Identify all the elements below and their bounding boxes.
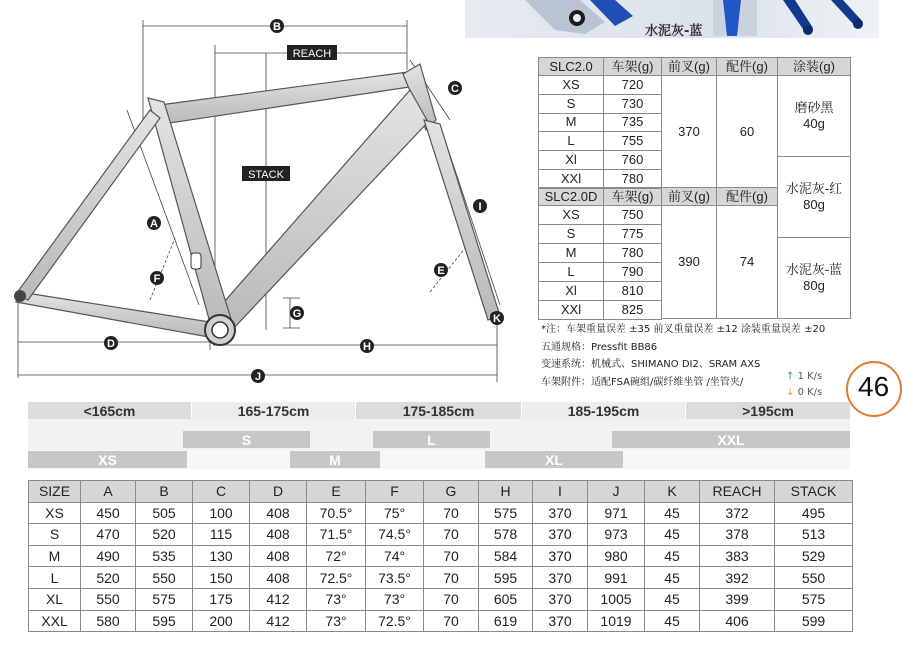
paint-option-2-name: 水泥灰-红 [785, 181, 843, 196]
geo-cell: 599 [775, 610, 853, 632]
slc20d-header-parts: 配件(g) [716, 187, 778, 206]
geo-cell: 535 [136, 545, 193, 567]
label-C: C [451, 83, 459, 95]
geo-cell: 150 [193, 567, 250, 589]
geo-cell: 72.5° [366, 610, 424, 632]
geo-cell: XL [29, 588, 81, 610]
geo-cell: 73° [366, 588, 424, 610]
geo-cell: 408 [250, 524, 307, 546]
size-bar-S: S [183, 431, 310, 448]
geo-cell: 973 [588, 524, 645, 546]
geo-cell: 406 [700, 610, 775, 632]
slc20d-size-cell: L [538, 262, 604, 282]
slc20-header-fork: 前叉(g) [661, 57, 717, 76]
geo-cell: 1005 [588, 588, 645, 610]
slc20d-size-cell: M [538, 243, 604, 263]
geo-header-reach: REACH [700, 481, 775, 503]
geo-cell: 520 [136, 524, 193, 546]
height-range-5: >195cm [742, 402, 794, 419]
page-number: 46 [858, 371, 890, 402]
geo-cell: 70.5° [307, 502, 366, 524]
geo-cell: 505 [136, 502, 193, 524]
geo-cell: 399 [700, 588, 775, 610]
geo-header-g: G [424, 481, 479, 503]
geo-cell: 584 [479, 545, 533, 567]
geo-cell: 520 [81, 567, 136, 589]
geo-cell: 72° [307, 545, 366, 567]
geo-cell: 75° [366, 502, 424, 524]
label-D: D [107, 338, 115, 350]
label-F: F [153, 273, 161, 285]
geo-header-j: J [588, 481, 645, 503]
geo-cell: 73.5° [366, 567, 424, 589]
slc20d-size-cell: Xl [538, 281, 604, 301]
geo-cell: 412 [250, 610, 307, 632]
geo-header-d: D [250, 481, 307, 503]
geo-row-m [29, 545, 853, 567]
geo-cell: 575 [479, 502, 533, 524]
geo-header-stack: STACK [775, 481, 853, 503]
height-range-3: 175-185cm [402, 402, 475, 419]
slc20d-size-cell: S [538, 224, 604, 244]
label-H: H [363, 341, 371, 353]
geo-cell: L [29, 567, 81, 589]
geo-cell: 115 [193, 524, 250, 546]
slc20-size-cell: Xl [538, 150, 604, 170]
geo-cell: 550 [81, 588, 136, 610]
geo-row-l [29, 567, 853, 589]
slc20-size-cell: S [538, 94, 604, 114]
geo-cell: 550 [775, 567, 853, 589]
slc20d-frame-weight-cell: 775 [603, 224, 662, 244]
upload-speed: ↑ 1 K/s [786, 371, 823, 382]
slc20-size-cell: L [538, 131, 604, 151]
slc20d-fork-weight: 390 [661, 205, 717, 319]
geo-cell: 450 [81, 502, 136, 524]
geo-header-i: I [533, 481, 588, 503]
note-accessories: 车架附件：适配FSA碗组/碳纤维坐管 /坐管夹/ [541, 376, 744, 388]
down-arrow-icon: ↓ [786, 387, 795, 398]
slc20d-header-model: SLC2.0D [538, 187, 604, 206]
slc20-fork-weight: 370 [661, 75, 717, 188]
geo-cell: 45 [645, 610, 700, 632]
geo-cell: 370 [533, 610, 588, 632]
geo-cell: 595 [479, 567, 533, 589]
geo-header-h: H [479, 481, 533, 503]
size-bar-M: M [290, 451, 380, 468]
slc20-size-cell: XS [538, 75, 604, 95]
geo-header-b: B [136, 481, 193, 503]
size-bar-L: L [373, 431, 490, 448]
label-E: E [437, 265, 445, 277]
slc20-header-model: SLC2.0 [538, 57, 604, 76]
note-drivetrain: 变速系统：机械式、SHIMANO DI2、SRAM AXS [541, 359, 761, 370]
paint-option-3 [777, 237, 851, 319]
geo-header-a: A [81, 481, 136, 503]
geo-cell: 578 [479, 524, 533, 546]
page-number-badge [846, 361, 902, 417]
slc20d-header-fork: 前叉(g) [661, 187, 717, 206]
geo-row-xxl [29, 610, 853, 632]
geo-cell: 408 [250, 502, 307, 524]
slc20-size-cell: M [538, 113, 604, 133]
geo-cell: 372 [700, 502, 775, 524]
geo-cell: 408 [250, 567, 307, 589]
geo-cell: M [29, 545, 81, 567]
height-range-2: 165-175cm [237, 402, 310, 419]
geo-cell: 370 [533, 588, 588, 610]
slc20d-header-frame: 车架(g) [603, 187, 662, 206]
geo-cell: 370 [533, 502, 588, 524]
geo-cell: 45 [645, 545, 700, 567]
geo-cell: 580 [81, 610, 136, 632]
geo-cell: 383 [700, 545, 775, 567]
geo-cell: 45 [645, 567, 700, 589]
label-B: B [273, 21, 281, 33]
slc20-size-cell: XXl [538, 169, 604, 189]
paint-option-1-weight: 40g [803, 116, 825, 131]
geo-cell: 392 [700, 567, 775, 589]
geo-cell: 971 [588, 502, 645, 524]
note-tolerance: *注：车架重量误差 ±35 前叉重量误差 ±12 涂装重量误差 ±20 [541, 324, 826, 335]
geo-row-xs [29, 502, 853, 524]
geo-cell: 74.5° [366, 524, 424, 546]
geo-cell: 45 [645, 502, 700, 524]
geo-cell: 490 [81, 545, 136, 567]
geo-cell: S [29, 524, 81, 546]
label-reach: REACH [292, 48, 332, 60]
geo-cell: 200 [193, 610, 250, 632]
bike-frame [16, 64, 500, 338]
slc20-frame-weight-cell: 760 [603, 150, 662, 170]
slc20-frame-weight-cell: 735 [603, 113, 662, 133]
size-bar-XS: XS [28, 451, 187, 468]
geo-header-size: SIZE [29, 481, 81, 503]
geo-header-e: E [307, 481, 366, 503]
geo-header-c: C [193, 481, 250, 503]
slc20-frame-weight-cell: 720 [603, 75, 662, 95]
geo-cell: 495 [775, 502, 853, 524]
slc20-header-parts: 配件(g) [716, 57, 778, 76]
geo-cell: 70 [424, 502, 479, 524]
label-J: J [254, 371, 262, 383]
geo-cell: 73° [307, 588, 366, 610]
geo-cell: 175 [193, 588, 250, 610]
geo-cell: 412 [250, 588, 307, 610]
geo-cell: 70 [424, 545, 479, 567]
geo-cell: 70 [424, 588, 479, 610]
geo-cell: XS [29, 502, 81, 524]
paint-option-3-weight: 80g [803, 278, 825, 293]
slc20d-frame-weight-cell: 810 [603, 281, 662, 301]
geo-cell: 980 [588, 545, 645, 567]
network-speed-widget[interactable] [786, 369, 822, 401]
geo-cell: 70 [424, 524, 479, 546]
slc20d-frame-weight-cell: 750 [603, 205, 662, 225]
geo-cell: 513 [775, 524, 853, 546]
frame-geometry-diagram [0, 0, 540, 400]
paint-option-3-name: 水泥灰-蓝 [785, 262, 843, 277]
paint-option-2 [777, 156, 851, 238]
paint-option-1-name: 磨砂黑 [794, 100, 834, 115]
geo-cell: 595 [136, 610, 193, 632]
geo-cell: 470 [81, 524, 136, 546]
spec-notes [541, 321, 825, 391]
geo-row-s [29, 524, 853, 546]
height-range-1: <165cm [83, 402, 136, 419]
geo-row-xl [29, 588, 853, 610]
slc20-header-frame: 车架(g) [603, 57, 662, 76]
download-speed: ↓ 0 K/s [786, 387, 823, 398]
height-range-4: 185-195cm [567, 402, 640, 419]
size-bar-XXL: XXL [612, 431, 850, 448]
geo-header-f: F [366, 481, 424, 503]
geo-cell: 991 [588, 567, 645, 589]
geo-cell: 71.5° [307, 524, 366, 546]
geo-cell: 550 [136, 567, 193, 589]
geo-cell: 370 [533, 567, 588, 589]
slc20d-parts-weight: 74 [716, 205, 778, 319]
geo-cell: 70 [424, 610, 479, 632]
slc20d-size-cell: XS [538, 205, 604, 225]
geo-cell: 130 [193, 545, 250, 567]
rear-dropout [14, 290, 26, 302]
geometry-table [28, 480, 853, 632]
geo-cell: 73° [307, 610, 366, 632]
note-bottom-bracket: 五通规格：Pressfit BB86 [541, 341, 658, 353]
slc20d-frame-weight-cell: 780 [603, 243, 662, 263]
slc20-parts-weight: 60 [716, 75, 778, 188]
product-color-caption: 水泥灰-蓝 [645, 24, 703, 39]
geo-cell: 45 [645, 524, 700, 546]
label-G: G [292, 308, 302, 320]
bottle-mount [191, 253, 201, 269]
geo-cell: 575 [136, 588, 193, 610]
label-A: A [150, 218, 158, 230]
slc20d-size-cell: XXl [538, 300, 604, 320]
geo-cell: 408 [250, 545, 307, 567]
slc20-header-paint: 涂装(g) [777, 57, 851, 76]
geo-cell: XXL [29, 610, 81, 632]
geo-cell: 378 [700, 524, 775, 546]
geo-cell: 575 [775, 588, 853, 610]
geo-cell: 529 [775, 545, 853, 567]
size-bar-XL: XL [485, 451, 623, 468]
slc20-frame-weight-cell: 755 [603, 131, 662, 151]
geo-cell: 45 [645, 588, 700, 610]
slc20d-frame-weight-cell: 790 [603, 262, 662, 282]
geo-cell: 74° [366, 545, 424, 567]
geo-cell: 605 [479, 588, 533, 610]
geo-cell: 619 [479, 610, 533, 632]
geo-cell: 370 [533, 545, 588, 567]
paint-option-1 [777, 75, 851, 157]
label-stack: STACK [248, 169, 284, 181]
geo-header-k: K [645, 481, 700, 503]
label-I: I [478, 201, 482, 213]
geo-cell: 1019 [588, 610, 645, 632]
paint-option-2-weight: 80g [803, 197, 825, 212]
up-arrow-icon: ↑ [786, 371, 795, 382]
slc20-frame-weight-cell: 730 [603, 94, 662, 114]
geo-cell: 100 [193, 502, 250, 524]
geo-cell: 370 [533, 524, 588, 546]
slc20-frame-weight-cell: 780 [603, 169, 662, 189]
geo-cell: 70 [424, 567, 479, 589]
geo-cell: 72.5° [307, 567, 366, 589]
slc20d-frame-weight-cell: 825 [603, 300, 662, 320]
weight-table [538, 57, 851, 319]
label-K: K [493, 313, 501, 325]
